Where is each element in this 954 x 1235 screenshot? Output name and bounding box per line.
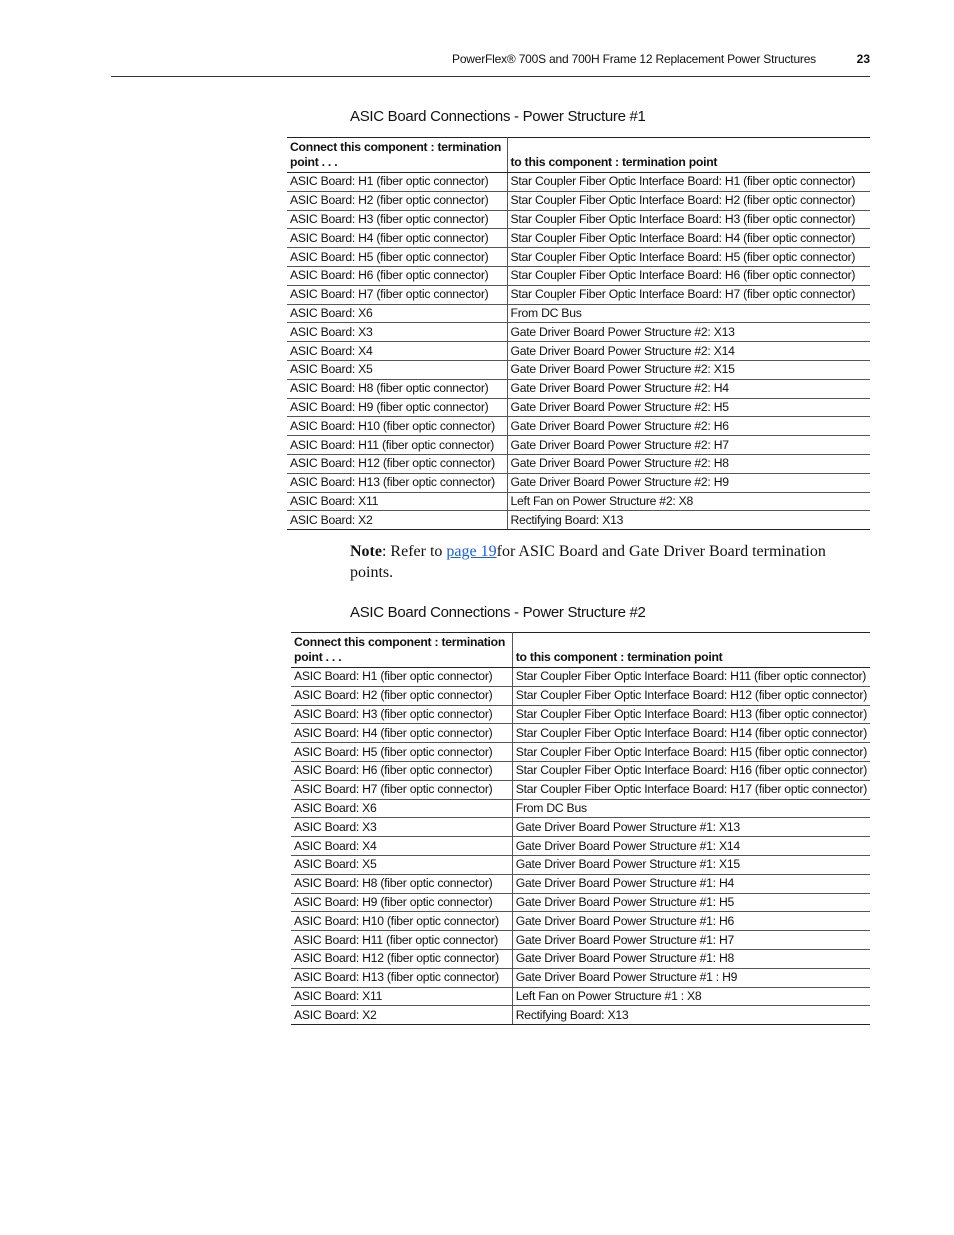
table-row <box>287 248 870 267</box>
destination-termination-cell: Star Coupler Fiber Optic Interface Board: H1 (fiber optic connector) <box>507 173 870 192</box>
destination-termination-cell: Gate Driver Board Power Structure #1: H8 <box>512 949 870 968</box>
table-row <box>291 874 870 893</box>
table-row <box>291 799 870 818</box>
table-row <box>291 1006 870 1025</box>
table-row <box>287 436 870 455</box>
table-row <box>287 473 870 492</box>
connections-table-power-structure-2 <box>291 632 870 1025</box>
destination-termination-cell: Star Coupler Fiber Optic Interface Board: H4 (fiber optic connector) <box>507 229 870 248</box>
destination-termination-cell: Star Coupler Fiber Optic Interface Board: H12 (fiber optic connector) <box>512 686 870 705</box>
source-termination-cell: ASIC Board: H3 (fiber optic connector) <box>287 210 507 229</box>
destination-termination-cell: Rectifying Board: X13 <box>507 511 870 530</box>
destination-termination-cell: Gate Driver Board Power Structure #2: H4 <box>507 379 870 398</box>
source-termination-cell: ASIC Board: X11 <box>287 492 507 511</box>
source-termination-cell: ASIC Board: H12 (fiber optic connector) <box>291 949 512 968</box>
destination-termination-cell: Gate Driver Board Power Structure #1: H7 <box>512 931 870 950</box>
source-termination-cell: ASIC Board: H7 (fiber optic connector) <box>287 285 507 304</box>
destination-termination-cell: Gate Driver Board Power Structure #1 : H9 <box>512 968 870 987</box>
column-header-destination: to this component : termination point <box>512 633 870 668</box>
source-termination-cell: ASIC Board: H9 (fiber optic connector) <box>287 398 507 417</box>
table-row <box>291 912 870 931</box>
destination-termination-cell: Star Coupler Fiber Optic Interface Board: H6 (fiber optic connector) <box>507 266 870 285</box>
source-termination-cell: ASIC Board: H10 (fiber optic connector) <box>287 417 507 436</box>
destination-termination-cell: Rectifying Board: X13 <box>512 1006 870 1025</box>
destination-termination-cell: Gate Driver Board Power Structure #2: X15 <box>507 360 870 379</box>
table-row <box>287 379 870 398</box>
note-paragraph <box>350 541 870 583</box>
table-row <box>291 780 870 799</box>
destination-termination-cell: Gate Driver Board Power Structure #2: X14 <box>507 342 870 361</box>
source-termination-cell: ASIC Board: H2 (fiber optic connector) <box>287 191 507 210</box>
table-row <box>291 893 870 912</box>
source-termination-cell: ASIC Board: H8 (fiber optic connector) <box>291 874 512 893</box>
destination-termination-cell: Left Fan on Power Structure #1 : X8 <box>512 987 870 1006</box>
source-termination-cell: ASIC Board: H6 (fiber optic connector) <box>287 266 507 285</box>
source-termination-cell: ASIC Board: X2 <box>287 511 507 530</box>
table-row <box>291 668 870 687</box>
source-termination-cell: ASIC Board: X5 <box>287 360 507 379</box>
destination-termination-cell: Star Coupler Fiber Optic Interface Board: H2 (fiber optic connector) <box>507 191 870 210</box>
table-row <box>291 705 870 724</box>
table-row <box>291 724 870 743</box>
destination-termination-cell: Gate Driver Board Power Structure #1: X15 <box>512 855 870 874</box>
table-row <box>291 837 870 856</box>
column-header-destination: to this component : termination point <box>507 138 870 173</box>
source-termination-cell: ASIC Board: X6 <box>291 799 512 818</box>
table-row <box>291 931 870 950</box>
source-termination-cell: ASIC Board: H7 (fiber optic connector) <box>291 780 512 799</box>
destination-termination-cell: Gate Driver Board Power Structure #1: H5 <box>512 893 870 912</box>
source-termination-cell: ASIC Board: H2 (fiber optic connector) <box>291 686 512 705</box>
source-termination-cell: ASIC Board: H5 (fiber optic connector) <box>287 248 507 267</box>
destination-termination-cell: Gate Driver Board Power Structure #2: H7 <box>507 436 870 455</box>
table-row <box>287 285 870 304</box>
table-row <box>287 511 870 530</box>
source-termination-cell: ASIC Board: H12 (fiber optic connector) <box>287 454 507 473</box>
table-header-row <box>291 633 870 668</box>
source-termination-cell: ASIC Board: H11 (fiber optic connector) <box>291 931 512 950</box>
source-termination-cell: ASIC Board: X4 <box>291 837 512 856</box>
destination-termination-cell: Star Coupler Fiber Optic Interface Board: H3 (fiber optic connector) <box>507 210 870 229</box>
table-row <box>287 266 870 285</box>
column-header-source: Connect this component : termination point . . . <box>287 138 507 173</box>
source-termination-cell: ASIC Board: H10 (fiber optic connector) <box>291 912 512 931</box>
destination-termination-cell: From DC Bus <box>507 304 870 323</box>
destination-termination-cell: Star Coupler Fiber Optic Interface Board: H17 (fiber optic connector) <box>512 780 870 799</box>
destination-termination-cell: Gate Driver Board Power Structure #2: H6 <box>507 417 870 436</box>
table-row <box>287 398 870 417</box>
destination-termination-cell: Gate Driver Board Power Structure #2: H8 <box>507 454 870 473</box>
source-termination-cell: ASIC Board: X4 <box>287 342 507 361</box>
destination-termination-cell: Gate Driver Board Power Structure #1: H4 <box>512 874 870 893</box>
table-row <box>287 210 870 229</box>
table-row <box>291 761 870 780</box>
page-19-link[interactable]: page 19 <box>446 543 497 560</box>
destination-termination-cell: Star Coupler Fiber Optic Interface Board: H15 (fiber optic connector) <box>512 743 870 762</box>
destination-termination-cell: Gate Driver Board Power Structure #1: X13 <box>512 818 870 837</box>
destination-termination-cell: Star Coupler Fiber Optic Interface Board: H11 (fiber optic connector) <box>512 668 870 687</box>
table-row <box>291 743 870 762</box>
source-termination-cell: ASIC Board: X6 <box>287 304 507 323</box>
source-termination-cell: ASIC Board: X11 <box>291 987 512 1006</box>
destination-termination-cell: Star Coupler Fiber Optic Interface Board: H14 (fiber optic connector) <box>512 724 870 743</box>
table-row <box>287 191 870 210</box>
table-row <box>287 454 870 473</box>
destination-termination-cell: Gate Driver Board Power Structure #1: H6 <box>512 912 870 931</box>
source-termination-cell: ASIC Board: X3 <box>287 323 507 342</box>
destination-termination-cell: Gate Driver Board Power Structure #2: X13 <box>507 323 870 342</box>
note-suffix: for ASIC Board and Gate Driver Board termination points. <box>350 543 826 581</box>
connections-table-power-structure-1 <box>287 137 870 530</box>
destination-termination-cell: From DC Bus <box>512 799 870 818</box>
destination-termination-cell: Star Coupler Fiber Optic Interface Board: H5 (fiber optic connector) <box>507 248 870 267</box>
column-header-source: Connect this component : termination point . . . <box>291 633 512 668</box>
table2-caption: ASIC Board Connections - Power Structure #2 <box>350 604 646 621</box>
destination-termination-cell: Star Coupler Fiber Optic Interface Board: H13 (fiber optic connector) <box>512 705 870 724</box>
table1-caption: ASIC Board Connections - Power Structure #1 <box>350 108 646 125</box>
source-termination-cell: ASIC Board: H4 (fiber optic connector) <box>287 229 507 248</box>
source-termination-cell: ASIC Board: H8 (fiber optic connector) <box>287 379 507 398</box>
source-termination-cell: ASIC Board: X5 <box>291 855 512 874</box>
table-row <box>291 855 870 874</box>
table-row <box>291 949 870 968</box>
source-termination-cell: ASIC Board: H1 (fiber optic connector) <box>287 173 507 192</box>
page-number: 23 <box>856 52 870 66</box>
table-row <box>291 686 870 705</box>
destination-termination-cell: Gate Driver Board Power Structure #1: X14 <box>512 837 870 856</box>
table-row <box>287 229 870 248</box>
destination-termination-cell: Left Fan on Power Structure #2: X8 <box>507 492 870 511</box>
note-prefix: : Refer to <box>381 543 447 560</box>
table-row <box>291 818 870 837</box>
table-row <box>287 492 870 511</box>
source-termination-cell: ASIC Board: H9 (fiber optic connector) <box>291 893 512 912</box>
table-row <box>287 173 870 192</box>
page-header <box>111 50 870 77</box>
table-row <box>291 987 870 1006</box>
source-termination-cell: ASIC Board: H5 (fiber optic connector) <box>291 743 512 762</box>
note-label: Note <box>350 543 382 560</box>
table-row <box>287 417 870 436</box>
destination-termination-cell: Gate Driver Board Power Structure #2: H5 <box>507 398 870 417</box>
source-termination-cell: ASIC Board: H4 (fiber optic connector) <box>291 724 512 743</box>
destination-termination-cell: Star Coupler Fiber Optic Interface Board: H7 (fiber optic connector) <box>507 285 870 304</box>
source-termination-cell: ASIC Board: H1 (fiber optic connector) <box>291 668 512 687</box>
destination-termination-cell: Star Coupler Fiber Optic Interface Board: H16 (fiber optic connector) <box>512 761 870 780</box>
table-row <box>287 360 870 379</box>
document-title: PowerFlex® 700S and 700H Frame 12 Replacement Power Structures <box>452 52 816 66</box>
source-termination-cell: ASIC Board: H6 (fiber optic connector) <box>291 761 512 780</box>
table-row <box>287 323 870 342</box>
table-header-row <box>287 138 870 173</box>
table-row <box>287 342 870 361</box>
source-termination-cell: ASIC Board: H13 (fiber optic connector) <box>291 968 512 987</box>
source-termination-cell: ASIC Board: H3 (fiber optic connector) <box>291 705 512 724</box>
destination-termination-cell: Gate Driver Board Power Structure #2: H9 <box>507 473 870 492</box>
source-termination-cell: ASIC Board: X2 <box>291 1006 512 1025</box>
source-termination-cell: ASIC Board: H13 (fiber optic connector) <box>287 473 507 492</box>
table-row <box>287 304 870 323</box>
table-row <box>291 968 870 987</box>
source-termination-cell: ASIC Board: X3 <box>291 818 512 837</box>
source-termination-cell: ASIC Board: H11 (fiber optic connector) <box>287 436 507 455</box>
